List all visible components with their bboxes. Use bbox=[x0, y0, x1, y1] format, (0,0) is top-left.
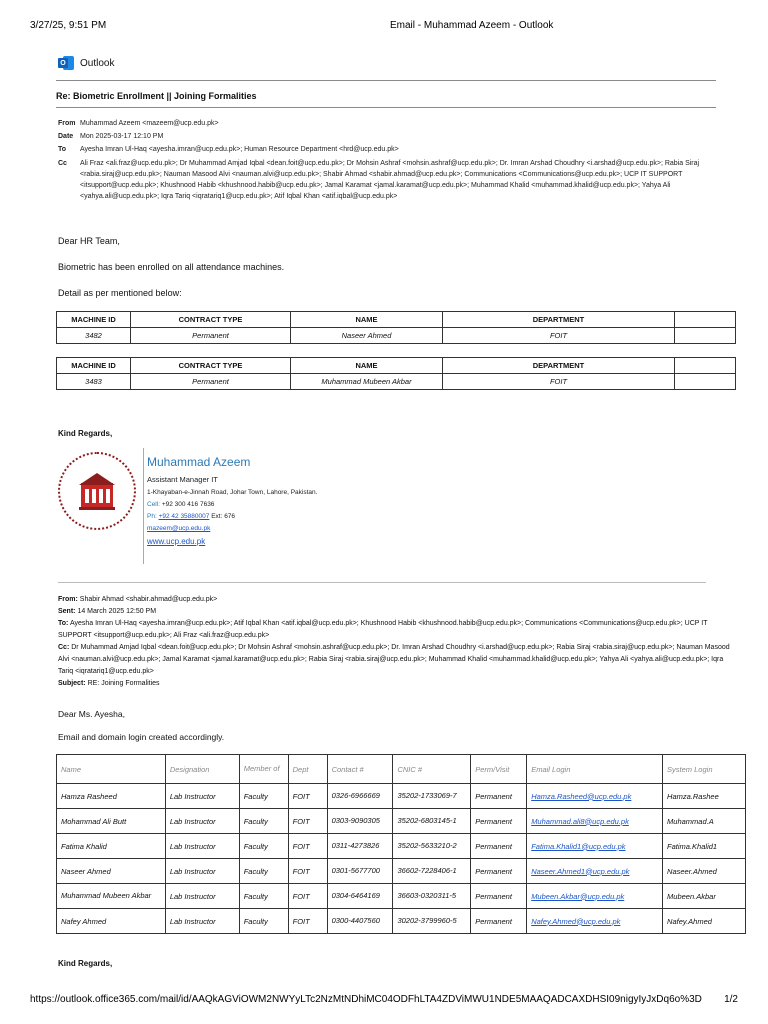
from-value: Muhammad Azeem <mazeem@ucp.edu.pk> bbox=[80, 120, 219, 127]
col-contact: Contact # bbox=[327, 755, 393, 784]
user-perm: Permanent bbox=[471, 834, 527, 859]
user-designation: Lab Instructor bbox=[165, 834, 239, 859]
print-title: Email - Muhammad Azeem - Outlook bbox=[390, 20, 554, 31]
user-system-login: Nafey.Ahmed bbox=[663, 909, 746, 934]
user-contact: 0301-5677700 bbox=[327, 859, 393, 884]
col-empty bbox=[675, 358, 736, 374]
signature-divider bbox=[143, 448, 144, 564]
user-email-link[interactable]: Muhammad.ali8@ucp.edu.pk bbox=[531, 816, 629, 826]
col-machine-id: MACHINE ID bbox=[57, 358, 131, 374]
fwd-kind-regards: Kind Regards, bbox=[58, 959, 113, 968]
fwd-subject: RE: Joining Formalities bbox=[87, 680, 160, 687]
department: FOIT bbox=[443, 328, 675, 344]
user-contact: 0326-6966669 bbox=[327, 784, 393, 809]
col-department: DEPARTMENT bbox=[443, 358, 675, 374]
user-dept: FOIT bbox=[288, 859, 327, 884]
phone-link[interactable]: +92 42 35880007 bbox=[158, 513, 210, 520]
col-name: NAME bbox=[291, 312, 443, 328]
phone-label: Ph: bbox=[147, 513, 157, 520]
signature-address: 1-Khayaban-e-Jinnah Road, Johar Town, Lahore, Pakistan. bbox=[147, 489, 318, 496]
user-dept: FOIT bbox=[288, 784, 327, 809]
fwd-cc-label: Cc: bbox=[58, 644, 70, 651]
user-email-link[interactable]: Hamza.Rasheed@ucp.edu.pk bbox=[531, 791, 632, 801]
fwd-line: Email and domain login created accordingly. bbox=[58, 732, 225, 742]
footer-url: https://outlook.office365.com/mail/id/AAQkAGViOWM2NWYyLTc2NzMtNDhiMC04ODFhLTA4ZDViMWU1NDE5MAAQADCAXDHSI09nigyIyJxDq6o%3D bbox=[30, 994, 702, 1005]
table-row bbox=[57, 859, 746, 884]
signature-web bbox=[147, 537, 205, 546]
fwd-to: Ayesha Imran Ul-Haq <ayesha.imran@ucp.edu.pk>; Atif Iqbal Khan <atif.iqbal@ucp.edu.pk>; Khushnood Habib <khushnood.habib@ucp.edu.pk>; Communications <Communications@ucp.edu.pk>; UCP IT SUPPORT <itsupport@ucp.edu.pk>; Ali Fraz <ali.fraz@ucp.edu.pk> bbox=[58, 620, 708, 639]
user-designation: Lab Instructor bbox=[165, 909, 239, 934]
print-date: 3/27/25, 9:51 PM bbox=[30, 20, 107, 31]
user-member: Faculty bbox=[239, 859, 288, 884]
col-perm-visit: Perm/Visit bbox=[471, 755, 527, 784]
user-name: Muhammad Mubeen Akbar bbox=[57, 884, 166, 909]
user-dept: FOIT bbox=[288, 834, 327, 859]
col-machine-id: MACHINE ID bbox=[57, 312, 131, 328]
user-email bbox=[527, 909, 663, 934]
col-email-login: Email Login bbox=[527, 755, 663, 784]
col-name: NAME bbox=[291, 358, 443, 374]
user-email bbox=[527, 784, 663, 809]
table-row bbox=[57, 328, 736, 344]
col-department: DEPARTMENT bbox=[443, 312, 675, 328]
table-row bbox=[57, 374, 736, 390]
col-dept: Dept bbox=[288, 755, 327, 784]
university-seal-logo bbox=[58, 452, 136, 530]
to-value: Ayesha Imran Ul-Haq <ayesha.imran@ucp.edu.pk>; Human Resource Department <hrd@ucp.edu.pk> bbox=[80, 146, 399, 153]
col-contract-type: CONTRACT TYPE bbox=[131, 358, 291, 374]
signature-email bbox=[147, 525, 210, 532]
user-email bbox=[527, 884, 663, 909]
brand-name: Outlook bbox=[80, 57, 115, 69]
user-member: Faculty bbox=[239, 909, 288, 934]
user-name: Fatima Khalid bbox=[57, 834, 166, 859]
user-dept: FOIT bbox=[288, 909, 327, 934]
from-label: From bbox=[58, 120, 76, 127]
user-contact: 0304-6464169 bbox=[327, 884, 393, 909]
cell-label: Cell: bbox=[147, 501, 161, 508]
user-system-login: Mubeen.Akbar bbox=[663, 884, 746, 909]
signature-name: Muhammad Azeem bbox=[147, 455, 251, 469]
machine-id: 3482 bbox=[57, 328, 131, 344]
website-link[interactable]: www.ucp.edu.pk bbox=[147, 537, 206, 546]
email-headers bbox=[58, 118, 718, 218]
user-system-login: Fatima.Khalid1 bbox=[663, 834, 746, 859]
user-member: Faculty bbox=[239, 784, 288, 809]
empty-cell bbox=[675, 374, 736, 390]
page-number: 1/2 bbox=[724, 994, 738, 1005]
user-system-login: Naseer.Ahmed bbox=[663, 859, 746, 884]
user-member: Faculty bbox=[239, 884, 288, 909]
user-email bbox=[527, 834, 663, 859]
col-system-login: System Login bbox=[663, 755, 746, 784]
user-designation: Lab Instructor bbox=[165, 784, 239, 809]
body-line-2: Detail as per mentioned below: bbox=[58, 288, 182, 298]
user-cnic: 30202-3799960-5 bbox=[393, 909, 471, 934]
signature-phone bbox=[147, 513, 235, 520]
fwd-cc: Dr Muhammad Amjad Iqbal <dean.foit@ucp.edu.pk>; Dr Mohsin Ashraf <mohsin.ashraf@ucp.edu.pk>; Dr. Imran Arshad Choudhry <i.arshad@ucp.edu.pk>; Rabia Siraj <rabia.siraj@ucp.edu.pk>; Nauman Masood Alvi <nauman.alvi@ucp.edu.pk>; Jamal Karamat <jamal.karamat@ucp.edu.pk>; Rabia Siraj <rabia.siraj@ucp.edu.pk>; Muhammad Khalid <muhammad.khalid@ucp.edu.pk>; Yahya Ali <yahya.ali@ucp.edu.pk>; Iqra Tariq <iqratariq1@ucp.edu.pk> bbox=[58, 644, 730, 675]
cc-label: Cc bbox=[58, 160, 67, 167]
user-dept: FOIT bbox=[288, 884, 327, 909]
table-row bbox=[57, 809, 746, 834]
divider bbox=[56, 80, 716, 81]
user-email-link[interactable]: Nafey.Ahmed@ucp.edu.pk bbox=[531, 916, 621, 926]
user-cnic: 35202-1733069-7 bbox=[393, 784, 471, 809]
user-perm: Permanent bbox=[471, 884, 527, 909]
employee-name: Muhammad Mubeen Akbar bbox=[291, 374, 443, 390]
user-dept: FOIT bbox=[288, 809, 327, 834]
table-row bbox=[57, 909, 746, 934]
fwd-from-label: From: bbox=[58, 596, 78, 603]
cc-value: Ali Fraz <ali.fraz@ucp.edu.pk>; Dr Muhammad Amjad Iqbal <dean.foit@ucp.edu.pk>; Dr Mohsin Ashraf <mohsin.ashraf@ucp.edu.pk>; Dr. Imran Arshad Choudhry <i.arshad@ucp.edu.pk>; Rabia Siraj <rabia.siraj@ucp.edu.pk>; Nauman Masood Alvi <nauman.alvi@ucp.edu.pk>; Shabir Ahmad <shabir.ahmad@ucp.edu.pk>; Communications <Communications@ucp.edu.pk>; UCP IT SUPPORT <itsupport@ucp.edu.pk>; Khushnood Habib <khushnood.habib@ucp.edu.pk>; Jamal Karamat <jamal.karamat@ucp.edu.pk>; Muhammad Khalid <muhammad.khalid@ucp.edu.pk>; Yahya Ali <yahya.ali@ucp.edu.pk>; Iqra Tariq <iqratariq1@ucp.edu.pk>; Atif Iqbal Khan <atif.iqbal@ucp.edu.pk> bbox=[80, 160, 700, 200]
user-email-link[interactable]: Fatima.Khalid1@ucp.edu.pk bbox=[531, 841, 626, 851]
divider bbox=[58, 582, 706, 583]
kind-regards: Kind Regards, bbox=[58, 429, 113, 438]
user-member: Faculty bbox=[239, 809, 288, 834]
machine-table-2 bbox=[56, 357, 736, 390]
user-cnic: 35202-6803145-1 bbox=[393, 809, 471, 834]
phone-ext: Ext: 676 bbox=[211, 513, 236, 520]
print-header bbox=[30, 20, 738, 34]
user-name: Nafey Ahmed bbox=[57, 909, 166, 934]
cell-value: +92 300 416 7636 bbox=[161, 501, 215, 508]
col-contract-type: CONTRACT TYPE bbox=[131, 312, 291, 328]
machine-table-1 bbox=[56, 311, 736, 344]
user-system-login: Muhammad.A bbox=[663, 809, 746, 834]
user-cnic: 36602-7228406-1 bbox=[393, 859, 471, 884]
user-perm: Permanent bbox=[471, 809, 527, 834]
email-subject: Re: Biometric Enrollment || Joining Formalities bbox=[56, 91, 257, 101]
user-name: Mohammad Ali Butt bbox=[57, 809, 166, 834]
user-designation: Lab Instructor bbox=[165, 809, 239, 834]
fwd-from: Shabir Ahmad <shabir.ahmad@ucp.edu.pk> bbox=[79, 596, 218, 603]
user-designation: Lab Instructor bbox=[165, 884, 239, 909]
machine-id: 3483 bbox=[57, 374, 131, 390]
table-row bbox=[57, 834, 746, 859]
col-empty bbox=[675, 312, 736, 328]
user-member: Faculty bbox=[239, 834, 288, 859]
col-member-of: Member of bbox=[239, 755, 288, 784]
date-value: Mon 2025-03-17 12:10 PM bbox=[80, 133, 164, 140]
user-contact: 0300-4407560 bbox=[327, 909, 393, 934]
user-email-link[interactable]: Mubeen.Akbar@ucp.edu.pk bbox=[531, 891, 625, 901]
employee-name: Naseer Ahmed bbox=[291, 328, 443, 344]
building-icon bbox=[75, 469, 119, 513]
fwd-subject-label: Subject: bbox=[58, 680, 86, 687]
user-perm: Permanent bbox=[471, 909, 527, 934]
contract-type: Permanent bbox=[131, 328, 291, 344]
fwd-greeting: Dear Ms. Ayesha, bbox=[58, 709, 125, 719]
date-label: Date bbox=[58, 133, 74, 140]
col-name: Name bbox=[57, 755, 166, 784]
user-contact: 0311-4273826 bbox=[327, 834, 393, 859]
contract-type: Permanent bbox=[131, 374, 291, 390]
body-line-1: Biometric has been enrolled on all attendance machines. bbox=[58, 262, 285, 272]
department: FOIT bbox=[443, 374, 675, 390]
col-cnic: CNIC # bbox=[393, 755, 471, 784]
user-system-login: Hamza.Rashee bbox=[663, 784, 746, 809]
user-name: Naseer Ahmed bbox=[57, 859, 166, 884]
fwd-sent: 14 March 2025 12:50 PM bbox=[77, 608, 157, 615]
user-email-link[interactable]: Naseer.Ahmed1@ucp.edu.pk bbox=[531, 866, 630, 876]
signature-title: Assistant Manager IT bbox=[147, 475, 218, 484]
user-cnic: 36603-0320311-5 bbox=[393, 884, 471, 909]
col-designation: Designation bbox=[165, 755, 239, 784]
outlook-brand bbox=[58, 54, 114, 72]
greeting: Dear HR Team, bbox=[58, 236, 120, 246]
to-label: To bbox=[58, 146, 67, 153]
table-row bbox=[57, 884, 746, 909]
user-name: Hamza Rasheed bbox=[57, 784, 166, 809]
user-cnic: 35202-5633210-2 bbox=[393, 834, 471, 859]
user-contact: 0303-9090305 bbox=[327, 809, 393, 834]
user-email bbox=[527, 859, 663, 884]
table-row bbox=[57, 784, 746, 809]
user-perm: Permanent bbox=[471, 859, 527, 884]
fwd-to-label: To: bbox=[58, 620, 69, 627]
fwd-sent-label: Sent: bbox=[58, 608, 76, 615]
user-designation: Lab Instructor bbox=[165, 859, 239, 884]
user-accounts-table bbox=[56, 754, 746, 934]
divider bbox=[56, 107, 716, 108]
user-email bbox=[527, 809, 663, 834]
forwarded-headers bbox=[58, 594, 738, 690]
signature-cell bbox=[147, 501, 214, 508]
signature-email-link[interactable]: mazeem@ucp.edu.pk bbox=[147, 525, 211, 532]
outlook-icon: O bbox=[58, 55, 74, 71]
user-perm: Permanent bbox=[471, 784, 527, 809]
empty-cell bbox=[675, 328, 736, 344]
